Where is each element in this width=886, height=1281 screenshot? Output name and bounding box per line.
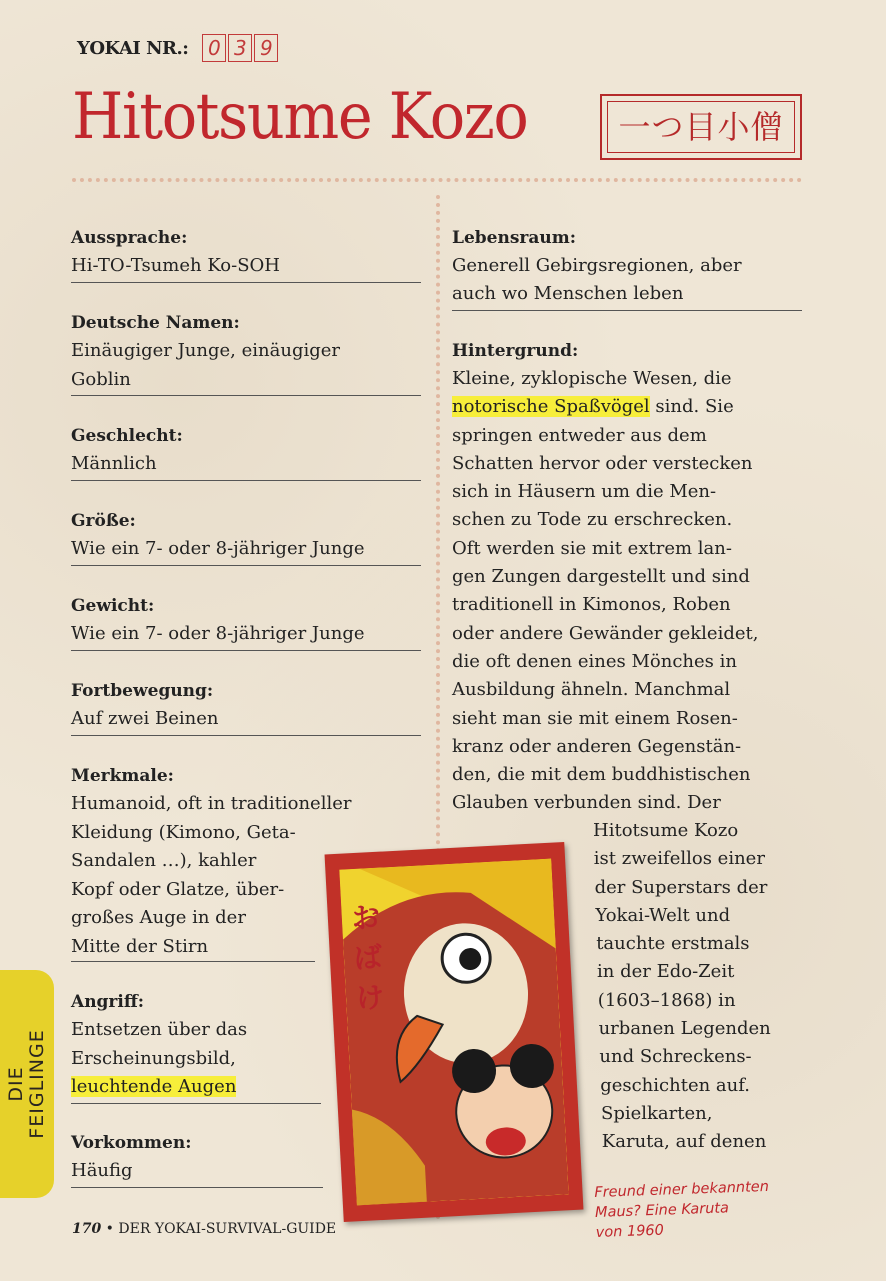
body-line: Oft werden sie mit extrem lan- bbox=[452, 537, 732, 559]
section-tab-label bbox=[6, 1029, 48, 1138]
field-value bbox=[71, 1073, 321, 1102]
field-label: Aussprache: bbox=[71, 228, 188, 248]
field-gewicht bbox=[71, 592, 421, 651]
field-deutsche-namen bbox=[71, 309, 421, 396]
body-line: kranz oder anderen Gegenstän- bbox=[452, 735, 742, 757]
field-geschlecht bbox=[71, 422, 421, 481]
section-tab-line: FEIGLINGE bbox=[26, 1029, 48, 1139]
kanji-title-box bbox=[600, 94, 802, 160]
field-value: Häufig bbox=[71, 1160, 133, 1181]
body-line: sich in Häusern um die Men- bbox=[452, 481, 717, 503]
body-line: der Superstars der bbox=[594, 876, 768, 898]
page-footer bbox=[72, 1221, 336, 1237]
yokai-number-digit: 0 bbox=[202, 34, 226, 62]
field-label: Lebensraum: bbox=[452, 228, 576, 248]
body-line: sieht man sie mit einem Rosen- bbox=[452, 707, 738, 729]
section-tab bbox=[0, 970, 54, 1198]
field-value: Goblin bbox=[71, 368, 131, 390]
section-tab-line: DIE bbox=[5, 1066, 27, 1102]
caption-line: von 1960 bbox=[595, 1222, 665, 1241]
body-line bbox=[452, 393, 802, 421]
field-merkmale bbox=[71, 762, 352, 962]
yokai-number bbox=[77, 34, 280, 62]
body-line: Karuta, auf denen bbox=[601, 1131, 767, 1153]
caption-line: Freund einer bekannten bbox=[594, 1178, 770, 1201]
field-value: Humanoid, oft in traditioneller bbox=[71, 793, 352, 814]
highlight-text: notorische Spaßvögel bbox=[452, 396, 650, 418]
field-value: Sandalen …), kahler bbox=[71, 850, 257, 871]
yokai-number-label: YOKAI NR.: bbox=[77, 37, 189, 59]
field-aussprache bbox=[71, 224, 421, 283]
field-value: auch wo Menschen leben bbox=[452, 283, 684, 305]
kanji-title: 一つ目小僧 bbox=[607, 101, 795, 153]
body-line: oder andere Gewänder gekleidet, bbox=[452, 622, 759, 644]
body-line: Ausbildung ähneln. Manchmal bbox=[452, 679, 731, 701]
field-angriff bbox=[71, 988, 321, 1104]
field-value: Kopf oder Glatze, über- bbox=[71, 878, 285, 900]
field-label: Hintergrund: bbox=[452, 341, 579, 361]
body-line: Kleine, zyklopische Wesen, die bbox=[452, 368, 732, 389]
highlight-text: leuchtende Augen bbox=[71, 1076, 237, 1097]
body-line: den, die mit dem buddhistischen bbox=[452, 764, 751, 786]
body-text: sind. Sie bbox=[649, 396, 734, 418]
body-line: geschichten auf. bbox=[600, 1074, 750, 1096]
field-label: Angriff: bbox=[71, 992, 145, 1012]
body-line: Spielkarten, bbox=[601, 1102, 713, 1124]
field-label: Größe: bbox=[71, 511, 136, 531]
page-number: 170 bbox=[72, 1221, 102, 1237]
body-line: gen Zungen dargestellt und sind bbox=[452, 566, 750, 588]
body-line: tauchte erstmals bbox=[596, 933, 750, 955]
dotted-divider-horizontal bbox=[72, 178, 802, 182]
field-label: Gewicht: bbox=[71, 596, 155, 616]
karuta-card-text: おばけ bbox=[351, 900, 385, 1016]
body-line: Glauben verbunden sind. Der bbox=[452, 792, 721, 814]
field-label: Geschlecht: bbox=[71, 426, 183, 446]
body-line: und Schreckens- bbox=[599, 1046, 752, 1068]
body-line: schen zu Tode zu erschrecken. bbox=[452, 509, 733, 531]
field-label: Merkmale: bbox=[71, 766, 174, 786]
body-line: traditionell in Kimonos, Roben bbox=[452, 594, 731, 616]
field-vorkommen bbox=[71, 1129, 323, 1188]
body-line: Yokai-Welt und bbox=[595, 904, 731, 926]
field-value: Hi-TO-Tsumeh Ko-SOH bbox=[71, 255, 280, 276]
field-value: Entsetzen über das bbox=[71, 1019, 248, 1040]
field-value: Männlich bbox=[71, 453, 157, 474]
field-value: Mitte der Stirn bbox=[71, 935, 209, 957]
karuta-card-art bbox=[339, 859, 568, 1206]
image-caption bbox=[594, 1177, 771, 1243]
body-line: Hitotsume Kozo bbox=[593, 820, 739, 841]
body-line: springen entweder aus dem bbox=[452, 424, 707, 446]
field-label: Deutsche Namen: bbox=[71, 313, 240, 333]
field-groesse bbox=[71, 507, 421, 566]
body-line: ist zweifellos einer bbox=[593, 848, 765, 870]
yokai-number-digit: 9 bbox=[254, 34, 278, 62]
karuta-card-image bbox=[325, 842, 584, 1222]
field-value: Wie ein 7- oder 8-jähriger Junge bbox=[71, 623, 365, 644]
field-value: Kleidung (Kimono, Geta- bbox=[71, 821, 296, 843]
field-value: Auf zwei Beinen bbox=[71, 708, 219, 729]
caption-line: Maus? Eine Karuta bbox=[594, 1200, 730, 1221]
field-label: Vorkommen: bbox=[71, 1133, 192, 1153]
field-label: Fortbewegung: bbox=[71, 681, 214, 701]
field-lebensraum bbox=[452, 224, 802, 311]
body-line: urbanen Legenden bbox=[598, 1018, 771, 1040]
field-hintergrund bbox=[452, 337, 802, 818]
body-paragraph bbox=[452, 422, 802, 818]
field-value: Einäugiger Junge, einäugiger bbox=[71, 340, 340, 361]
field-fortbewegung bbox=[71, 677, 421, 736]
field-value: Erscheinungsbild, bbox=[71, 1047, 236, 1069]
body-paragraph-wrapped bbox=[593, 817, 771, 1157]
body-line: die oft denen eines Mönches in bbox=[452, 650, 737, 672]
body-line: Schatten hervor oder verstecken bbox=[452, 452, 753, 474]
body-line: in der Edo-Zeit bbox=[597, 961, 735, 983]
field-value: Generell Gebirgsregionen, aber bbox=[452, 255, 742, 276]
body-line: (1603–1868) in bbox=[597, 989, 736, 1011]
page-title: Hitotsume Kozo bbox=[72, 80, 528, 154]
yokai-number-digit: 3 bbox=[228, 34, 252, 62]
field-value: Wie ein 7- oder 8-jähriger Junge bbox=[71, 538, 365, 559]
field-value: großes Auge in der bbox=[71, 907, 246, 928]
book-title: DER YOKAI-SURVIVAL-GUIDE bbox=[118, 1221, 337, 1237]
footer-separator: • bbox=[101, 1221, 119, 1237]
